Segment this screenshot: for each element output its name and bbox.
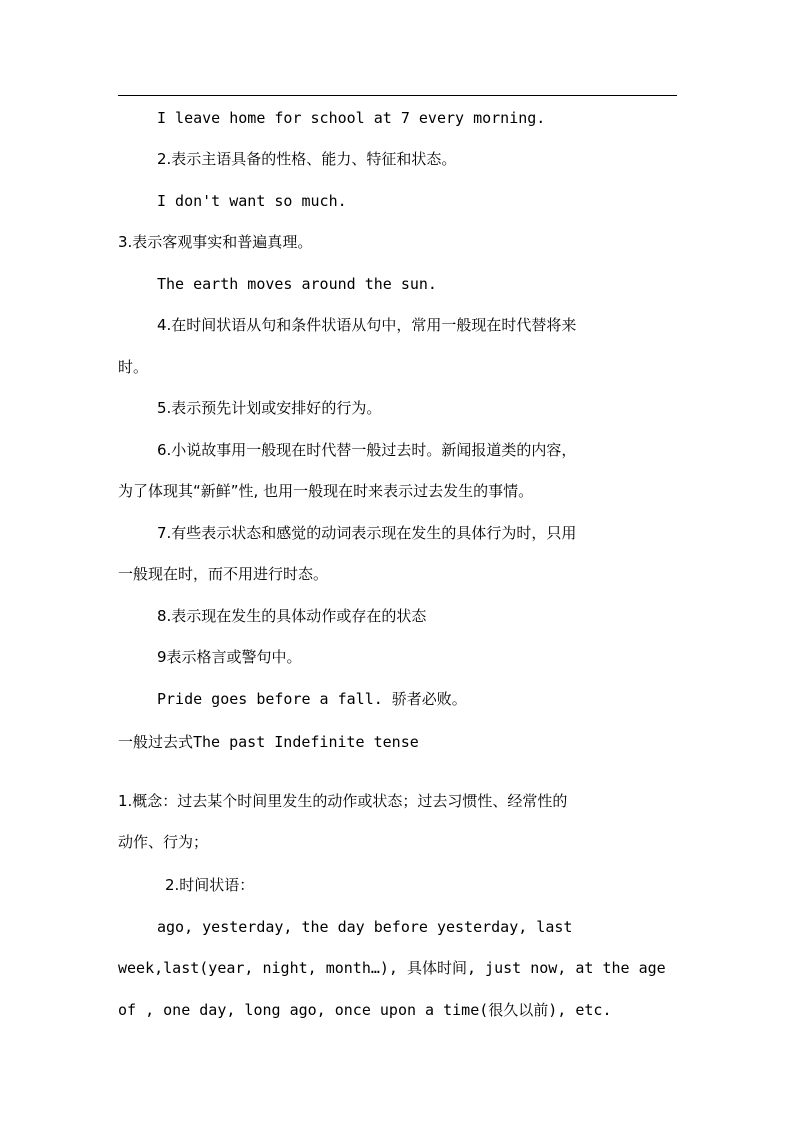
rule-6-narrative-line1: 6.小说故事用一般现在时代替一般过去时。新闻报道类的内容， [157, 441, 577, 459]
example-sentence-dont-want: I don't want so much. [157, 192, 347, 210]
past-time-adverbials-heading: 2.时间状语： [165, 876, 255, 894]
rule-6-narrative-line2: 为了体现其“新鲜”性, 也用一般现在时来表示过去发生的事情。 [118, 482, 534, 500]
past-concept-line1: 1.概念：过去某个时间里发生的动作或状态；过去习惯性、经常性的 [118, 792, 568, 810]
time-adverbials-line2: week,last(year, night, month…), 具体时间, just now, at the age [118, 959, 666, 977]
example-sentence-leave-home: I leave home for school at 7 every morning. [157, 109, 546, 127]
past-concept-line2: 动作、行为； [118, 833, 209, 851]
section-heading-past-indefinite: 一般过去式The past Indefinite tense [118, 733, 419, 751]
rule-2-character-state: 2.表示主语具备的性格、能力、特征和状态。 [157, 150, 457, 168]
time-adverbials-line1: ago, yesterday, the day before yesterday, last [157, 918, 573, 936]
header-rule [118, 95, 677, 96]
example-sentence-earth-moves: The earth moves around the sun. [157, 275, 437, 293]
rule-7-state-verbs-line2: 一般现在时，而不用进行时态。 [118, 565, 329, 583]
rule-8-current-actions: 8.表示现在发生的具体动作或存在的状态 [157, 607, 427, 625]
rule-3-objective-facts: 3.表示客观事实和普遍真理。 [118, 233, 313, 251]
rule-4-clauses-line2: 时。 [118, 358, 149, 376]
rule-4-clauses-line1: 4.在时间状语从句和条件状语从句中，常用一般现在时代替将来 [157, 316, 577, 334]
rule-7-state-verbs-line1: 7.有些表示状态和感觉的动词表示现在发生的具体行为时，只用 [157, 524, 577, 542]
example-proverb-pride: Pride goes before a fall. 骄者必败。 [157, 690, 467, 708]
rule-9-proverbs: 9表示格言或警句中。 [157, 648, 302, 666]
time-adverbials-line3: of , one day, long ago, once upon a time(很久以前), etc. [118, 1001, 612, 1019]
rule-5-planned-actions: 5.表示预先计划或安排好的行为。 [157, 399, 382, 417]
